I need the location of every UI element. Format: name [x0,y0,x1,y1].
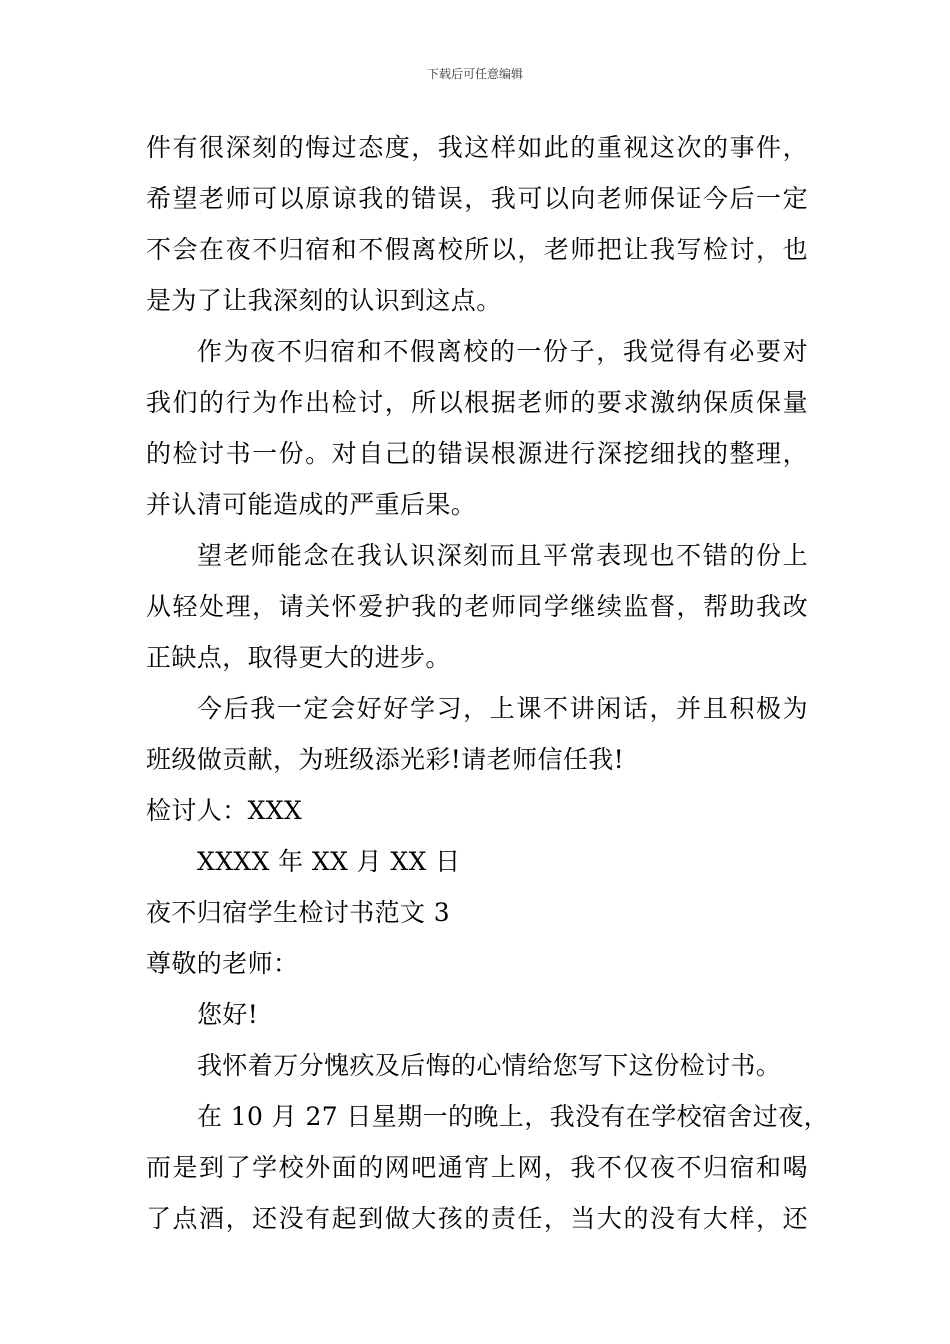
text-line: 不会在夜不归宿和不假离校所以，老师把让我写检讨，也 [146,235,808,264]
text-line: 班级做贡献，为班级添光彩!请老师信任我! [146,745,625,774]
signature-line: 检讨人：XXX [146,796,303,825]
text-line: 并认清可能造成的严重后果。 [146,490,477,519]
paragraph-start-line: 我怀着万分愧疚及后悔的心情给您写下这份检讨书。 [197,1051,782,1080]
paragraph-start-line: 在 10 月 27 日星期一的晚上，我没有在学校宿舍过夜， [197,1102,830,1131]
text-line: 希望老师可以原谅我的错误，我可以向老师保证今后一定 [146,184,808,213]
salutation: 尊敬的老师： [146,949,299,978]
text-line: 件有很深刻的悔过态度，我这样如此的重视这次的事件， [146,133,808,162]
date-line: XXXX 年 XX 月 XX 日 [197,847,461,876]
text-line: 正缺点，取得更大的进步。 [146,643,451,672]
section-title: 夜不归宿学生检讨书范文 3 [146,898,451,927]
text-line: 的检讨书一份。对自己的错误根源进行深挖细找的整理， [146,439,808,468]
header-note: 下载后可任意编辑 [426,67,523,81]
greeting: 您好! [197,1000,259,1029]
text-line: 从轻处理，请关怀爱护我的老师同学继续监督，帮助我改 [146,592,808,621]
paragraph-start-line: 作为夜不归宿和不假离校的一份子，我觉得有必要对 [197,337,808,366]
paragraph-start-line: 望老师能念在我认识深刻而且平常表现也不错的份上 [197,541,808,570]
paragraph-start-line: 今后我一定会好好学习，上课不讲闲话，并且积极为 [197,694,808,723]
document-body [146,122,830,1244]
text-line: 了点酒，还没有起到做大孩的责任，当大的没有大样，还 [146,1204,808,1233]
text-line: 我们的行为作出检讨，所以根据老师的要求激纳保质保量 [146,388,808,417]
text-line: 是为了让我深刻的认识到这点。 [146,286,502,315]
text-line: 而是到了学校外面的网吧通宵上网，我不仅夜不归宿和喝 [146,1153,808,1182]
